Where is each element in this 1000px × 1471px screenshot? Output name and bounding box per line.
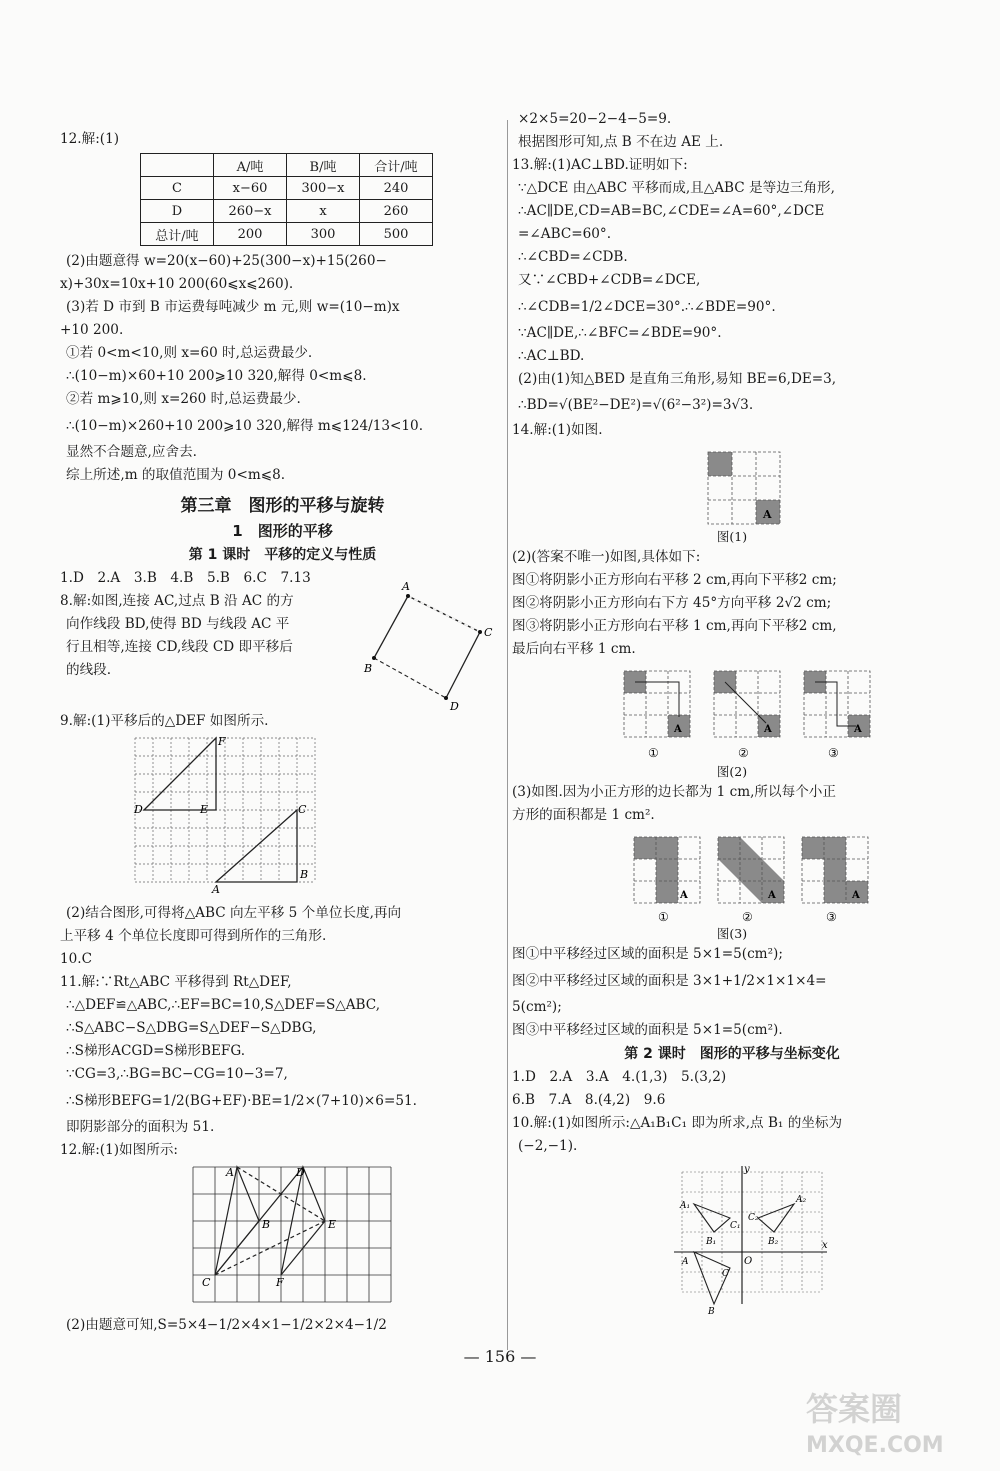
table-header-cell: 合计/吨 <box>360 154 433 177</box>
text-line: 图②中平移经过区域的面积是 3×1+1/2×1×1×4= <box>512 973 827 989</box>
figure-caption: 图(2) <box>716 764 748 779</box>
text-line: ∴∠CDB=1/2∠DCE=30°.∴∠BDE=90°. <box>518 299 776 315</box>
point-label: B₁ <box>706 1237 717 1247</box>
answers-line: 1.D 2.A 3.B 4.B 5.B 6.C 7.13 <box>60 570 311 586</box>
axis-label: y <box>744 1164 750 1175</box>
figure-caption: 图(1) <box>716 529 748 544</box>
q12b-heading: 12.解:(1)如图所示: <box>60 1142 179 1158</box>
text-line: 图①中平移经过区域的面积是 5×1=5(cm²); <box>512 946 783 962</box>
text-line: 即阴影部分的面积为 51. <box>66 1119 215 1135</box>
square-label: A <box>768 890 776 901</box>
point-label: D <box>450 700 459 713</box>
point-label: C₁ <box>730 1221 741 1231</box>
text-line: (2)(答案不唯一)如图,具体如下: <box>512 549 701 565</box>
table-cell: 200 <box>214 223 287 246</box>
section-title: 1 图形的平移 <box>232 522 333 540</box>
table-header-cell: B/吨 <box>287 154 360 177</box>
point-label: B <box>364 662 373 675</box>
square-label: A <box>680 890 688 901</box>
square-label: A <box>854 724 862 735</box>
lesson-title: 第 1 课时 平移的定义与性质 <box>188 547 377 563</box>
text-line: (−2,−1). <box>518 1138 578 1154</box>
point-label: D <box>296 1166 305 1179</box>
table-header-cell: A/吨 <box>214 154 287 177</box>
text-line: 图②将阴影小正方形向右下方 45°方向平移 2√2 cm; <box>512 595 832 611</box>
table-cell: 500 <box>360 223 433 246</box>
point-label: B <box>262 1218 271 1231</box>
figure-number: ① <box>648 746 659 760</box>
square-label: A <box>852 890 860 901</box>
point-label: A <box>682 1257 689 1267</box>
point-label: C <box>298 803 307 816</box>
text-line: 综上所述,m 的取值范围为 0<m⩽8. <box>66 467 286 483</box>
text-line: ×2×5=20−2−4−5=9. <box>518 111 672 127</box>
text-line: (3)如图.因为小正方形的边长都为 1 cm,所以每个小正 <box>512 784 836 800</box>
table-row <box>141 200 433 223</box>
q9-grid-figure <box>130 733 320 898</box>
fig1-grid <box>704 448 784 528</box>
table-cell: 260 <box>360 200 433 223</box>
chapter-title: 第三章 图形的平移与旋转 <box>180 496 385 516</box>
table-header-cell <box>141 154 214 177</box>
q8-block <box>60 580 505 713</box>
text-line: 行且相等,连接 CD,线段 CD 即平移后 <box>66 639 293 655</box>
fig2-grid-2 <box>714 671 780 760</box>
point-label: B₂ <box>768 1237 779 1247</box>
square-label: A <box>764 724 772 735</box>
text-line: 图①将阴影小正方形向右平移 2 cm,再向下平移2 cm; <box>512 572 837 588</box>
q12-heading: 12.解:(1) <box>60 131 120 147</box>
text-line: ∴∠CBD=∠CDB. <box>518 249 628 265</box>
square-label: A <box>674 724 682 735</box>
table-cell: 260−x <box>214 200 287 223</box>
point-label: B <box>300 868 309 881</box>
point-label: A₂ <box>796 1195 807 1205</box>
point-label: F <box>276 1276 284 1289</box>
point-label: D <box>134 803 143 816</box>
fig2-grid-1 <box>624 671 690 760</box>
table-cell: 总计/吨 <box>141 223 214 246</box>
left-column <box>60 128 505 1339</box>
table-cell: 240 <box>360 177 433 200</box>
point-label: A <box>402 580 410 593</box>
column-divider <box>507 120 508 1350</box>
point-label: E <box>200 803 209 816</box>
text-line: ∴(10−m)×60+10 200⩾10 320,解得 0<m⩽8. <box>66 368 367 384</box>
fig2-grid-3 <box>804 671 870 760</box>
table-cell: C <box>141 177 214 200</box>
point-label: A₁ <box>680 1201 691 1211</box>
text-line: 8.解:如图,连接 AC,过点 B 沿 AC 的方 <box>60 593 294 609</box>
answer-line: 10.C <box>60 951 93 967</box>
table-cell: 300−x <box>287 177 360 200</box>
watermark-logo <box>800 1380 990 1460</box>
text-line: (3)若 D 市到 B 市运费每吨减少 m 元,则 w=(10−m)x <box>66 299 400 315</box>
text-line: (2)由题意可知,S=5×4−1/2×4×1−1/2×2×4−1/2 <box>66 1317 387 1333</box>
text-line: 图③中平移经过区域的面积是 5×1=5(cm²). <box>512 1022 783 1038</box>
text-line: ①若 0<m<10,则 x=60 时,总运费最少. <box>66 345 313 361</box>
table-cell: x−60 <box>214 177 287 200</box>
text-line: ∴S△ABC−S△DBG=S△DEF−S△DBG, <box>66 1020 317 1036</box>
text-line: ∵CG=3,∴BG=BC−CG=10−3=7, <box>66 1066 288 1082</box>
text-line: 的线段. <box>66 662 112 678</box>
right-column <box>512 108 952 1314</box>
q12-grid-figure <box>188 1162 398 1307</box>
q8-parallelogram-figure <box>360 580 500 720</box>
point-label: C <box>202 1276 211 1289</box>
point-label: C <box>484 626 493 639</box>
q14-heading: 14.解:(1)如图. <box>512 422 603 438</box>
text-line: ∵△DCE 由△ABC 平移而成,且△ABC 是等边三角形, <box>518 180 835 196</box>
fig3-grid-3 <box>802 837 868 924</box>
fig3-grid-2 <box>718 837 784 924</box>
text-line: =∠ABC=60°. <box>518 226 612 242</box>
point-label: B <box>708 1307 715 1314</box>
figure-number: ① <box>658 910 669 924</box>
text-line: ∴(10−m)×260+10 200⩾10 320,解得 m⩽124/13<10. <box>66 418 424 434</box>
text-line: 向作线段 BD,使得 BD 与线段 AC 平 <box>66 616 290 632</box>
fig2-grids <box>620 667 880 763</box>
answers-line: 6.B 7.A 8.(4,2) 9.6 <box>512 1092 666 1108</box>
svg-text:MXQE.COM: MXQE.COM <box>806 1433 944 1458</box>
origin-label: O <box>744 1256 753 1267</box>
text-line: 显然不合题意,应舍去. <box>66 444 197 460</box>
table-row <box>141 223 433 246</box>
text-line: +10 200. <box>60 322 124 338</box>
figure-caption: 图(3) <box>716 926 748 941</box>
point-label: F <box>218 735 226 748</box>
axis-label: x <box>822 1240 828 1251</box>
table-row <box>141 177 433 200</box>
text-line: (2)由题意得 w=20(x−60)+25(300−x)+15(260− <box>66 253 387 269</box>
figure-number: ② <box>738 746 749 760</box>
table-cell: x <box>287 200 360 223</box>
text-line: (2)结合图形,可得将△ABC 向左平移 5 个单位长度,再向 <box>66 905 402 921</box>
text-line: 11.解:∵Rt△ABC 平移得到 Rt△DEF, <box>60 974 292 990</box>
text-line: ∴S梯形ACGD=S梯形BEFG. <box>66 1043 246 1059</box>
text-line: 方形的面积都是 1 cm². <box>512 807 655 823</box>
text-line: (2)由(1)知△BED 是直角三角形,易知 BE=6,DE=3, <box>518 371 837 387</box>
text-line: x)+30x=10x+10 200(60⩽x⩽260). <box>60 276 294 292</box>
text-line: ∴AC⊥BD. <box>518 348 585 364</box>
answers-line: 1.D 2.A 3.A 4.(1,3) 5.(3,2) <box>512 1069 727 1085</box>
page-number: — 156 — <box>463 1347 537 1366</box>
coordinate-figure <box>672 1164 832 1314</box>
point-label: A <box>226 1166 234 1179</box>
point-label: C <box>722 1269 729 1279</box>
text-line: ∵AC∥DE,∴∠BFC=∠BDE=90°. <box>518 325 722 341</box>
text-line: ②若 m⩾10,则 x=260 时,总运费最少. <box>66 391 301 407</box>
text-line: ∴S梯形BEFG=1/2(BG+EF)·BE=1/2×(7+10)×6=51. <box>66 1093 417 1109</box>
fig3-grids <box>630 833 880 925</box>
q9-heading: 9.解:(1)平移后的△DEF 如图所示. <box>60 713 269 729</box>
text-line: ∴AC∥DE,CD=AB=BC,∠CDE=∠A=60°,∠DCE <box>518 203 825 219</box>
point-label: E <box>328 1218 337 1231</box>
table-cell: D <box>141 200 214 223</box>
point-label: A <box>212 883 220 896</box>
text-line: 5(cm²); <box>512 999 562 1015</box>
svg-text:答案圈: 答案圈 <box>806 1390 903 1428</box>
figure-number: ③ <box>826 910 837 924</box>
figure-number: ② <box>742 910 753 924</box>
text-line: ∴BD=√(BE²−DE²)=√(6²−3²)=3√3. <box>518 397 754 413</box>
figure-number: ③ <box>828 746 839 760</box>
text-line: 图③将阴影小正方形向右平移 1 cm,再向下平移2 cm, <box>512 618 837 634</box>
freight-table <box>140 153 433 246</box>
table-cell: 300 <box>287 223 360 246</box>
fig3-grid-1 <box>634 837 700 924</box>
text-line: 13.解:(1)AC⊥BD.证明如下: <box>512 157 688 173</box>
text-line: 又∵∠CBD+∠CDB=∠DCE, <box>518 272 701 288</box>
text-line: 根据图形可知,点 B 不在边 AE 上. <box>518 134 724 150</box>
text-line: 上平移 4 个单位长度即可得到所作的三角形. <box>60 928 327 944</box>
text-line: 最后向右平移 1 cm. <box>512 641 636 657</box>
square-label: A <box>763 508 772 521</box>
lesson-title: 第 2 课时 图形的平移与坐标变化 <box>624 1046 840 1062</box>
text-line: 10.解:(1)如图所示:△A₁B₁C₁ 即为所求,点 B₁ 的坐标为 <box>512 1115 843 1131</box>
point-label: C₂ <box>748 1213 759 1223</box>
text-line: ∴△DEF≌△ABC,∴EF=BC=10,S△DEF=S△ABC, <box>66 997 381 1013</box>
